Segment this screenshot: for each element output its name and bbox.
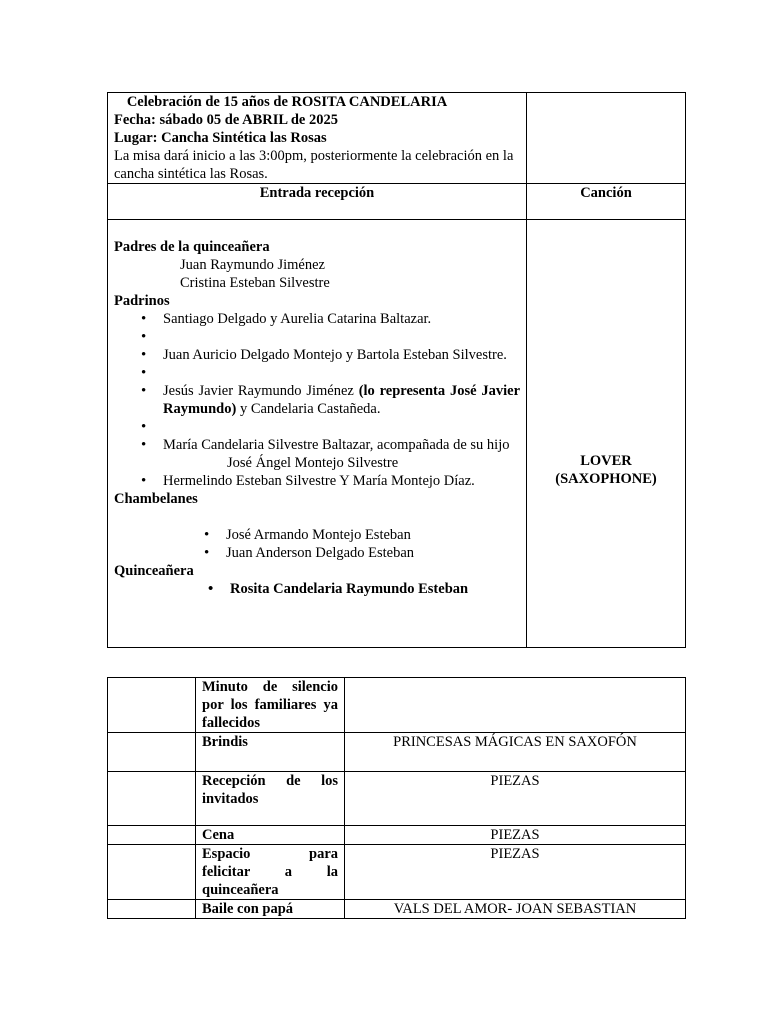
header-empty-cell (527, 93, 686, 184)
padrinos-label: Padrinos (114, 293, 170, 309)
padrino-item-b: (lo representa José Javier Raymundo) (163, 383, 520, 417)
quinceanera-list (114, 580, 520, 598)
program-song: PIEZAS (345, 772, 686, 826)
padrino-item-c: y Candelaria Castañeda. (236, 401, 381, 417)
program-song: VALS DEL AMOR- JOAN SEBASTIAN (345, 900, 686, 919)
event-place: Lugar: Cancha Sintética las Rosas (114, 130, 327, 146)
program-empty-cell (108, 845, 196, 900)
madre-name: Cristina Esteban Silvestre (180, 275, 330, 291)
program-song: PIEZAS (345, 845, 686, 900)
padrino-item-a: Jesús Javier Raymundo Jiménez (163, 383, 359, 399)
padrino-item: • Juan Auricio Delgado Montejo y Bartola Esteban Silvestre. (163, 346, 520, 364)
padre-name: Juan Raymundo Jiménez (180, 257, 325, 273)
program-event: Espacio para felicitar a la quinceañera (196, 845, 345, 900)
chambelan-item: • Juan Anderson Delgado Esteban (226, 544, 520, 562)
program-empty-cell (108, 826, 196, 845)
chambelan-item: • José Armando Montejo Esteban (226, 526, 520, 544)
program-empty-cell (108, 772, 196, 826)
padrino-sub-name: José Ángel Montejo Silvestre (227, 455, 399, 471)
padrino-item (163, 382, 520, 418)
program-empty-cell (108, 678, 196, 733)
program-event: Baile con papá (196, 900, 345, 919)
chambelanes-label: Chambelanes (114, 491, 198, 507)
padres-label: Padres de la quinceañera (114, 239, 270, 255)
event-date: Fecha: sábado 05 de ABRIL de 2025 (114, 112, 338, 128)
quinceanera-label: Quinceañera (114, 563, 194, 579)
program-event: Minuto de silencio por los familiares ya fallecidos (196, 678, 345, 733)
song-line2: (SAXOPHONE) (555, 471, 657, 487)
program-table (107, 677, 686, 919)
reception-table (107, 92, 686, 648)
program-event-line2: invitados (202, 791, 259, 807)
program-empty-cell (108, 900, 196, 919)
padrinos-list (114, 310, 520, 454)
entrada-cell (108, 220, 527, 648)
quinceanera-name: • Rosita Candelaria Raymundo Esteban (230, 580, 520, 598)
program-song (345, 678, 686, 733)
padrino-item: • Santiago Delgado y Aurelia Catarina Baltazar. (163, 310, 520, 328)
program-song: PRINCESAS MÁGICAS EN SAXOFÓN (345, 733, 686, 772)
program-event: Brindis (196, 733, 345, 772)
padrinos-list-2 (114, 472, 520, 490)
program-event: Recepción de los invitados (196, 772, 345, 826)
header-cell (108, 93, 527, 184)
chambelanes-list (114, 526, 520, 562)
song-cell (527, 220, 686, 648)
program-event: Cena (196, 826, 345, 845)
event-title: Celebración de 15 años de ROSITA CANDELARIA (126, 94, 448, 110)
column-cancion: Canción (527, 184, 686, 220)
column-entrada: Entrada recepción (108, 184, 527, 220)
padrino-item: • Hermelindo Esteban Silvestre Y María Montejo Díaz. (163, 472, 520, 490)
song-line1: LOVER (580, 453, 632, 469)
program-song: PIEZAS (345, 826, 686, 845)
event-note: La misa dará inicio a las 3:00pm, posteriormente la celebración en la cancha sintética las Rosas. (114, 148, 514, 182)
program-empty-cell (108, 733, 196, 772)
padrino-item: • María Candelaria Silvestre Baltazar, acompañada de su hijo (163, 436, 520, 454)
